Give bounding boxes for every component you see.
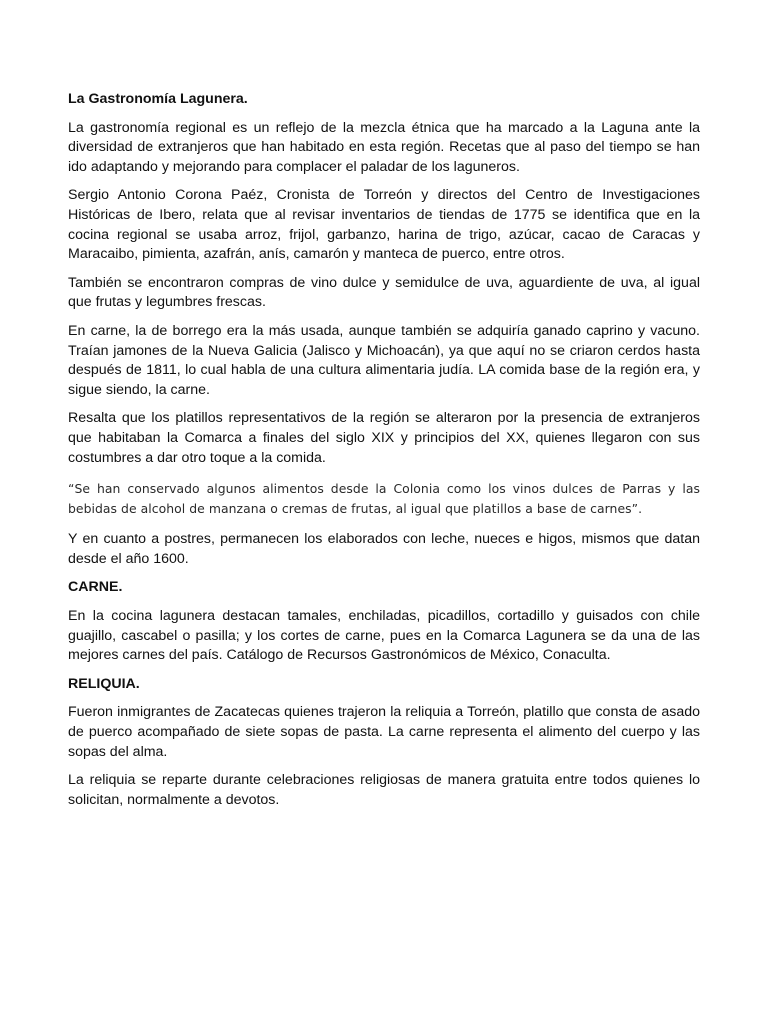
paragraph-intro: La gastronomía regional es un reflejo de la mezcla étnica que ha marcado a la Laguna ante la diversidad de extranjeros que han habitado en esta región. Recetas que al paso del tiempo se han ido adaptando y mejorando para complacer el paladar de los laguneros.: [68, 119, 700, 175]
heading-carne: CARNE.: [68, 579, 123, 596]
document-title: La Gastronomía Lagunera.: [68, 91, 248, 107]
paragraph-postres: Y en cuanto a postres, permanecen los elaborados con leche, nueces e higos, mismos que datan desde el año 1600.: [68, 531, 700, 567]
paragraph-reliquia-origen: Fueron inmigrantes de Zacatecas quienes trajeron la reliquia a Torreón, platillo que consta de asado de puerco acompañado de siete sopas de pasta. La carne representa el alimento del cuerpo y las sopas del alma.: [68, 704, 700, 760]
quote-colonia: “Se han conservado algunos alimentos desde la Colonia como los vinos dulces de Parras y las bebidas de alcohol de manzana o cremas de frutas, al igual que platillos a base de carnes”.: [68, 481, 700, 516]
document-body: [68, 90, 700, 819]
paragraph-vinos: También se encontraron compras de vino dulce y semidulce de uva, aguardiente de uva, al igual que frutas y legumbres frescas.: [68, 274, 700, 311]
paragraph-corona-paez: Sergio Antonio Corona Paéz, Cronista de Torreón y directos del Centro de Investigaciones Históricas de Ibero, relata que al revisar inventarios de tiendas de 1775 se identifica que en la cocina regional se usaba arroz, frijol, garbanzo, harina de trigo, azúcar, cacao de Caracas y Maracaibo, pimienta, azafrán, anís, camarón y manteca de puerco, entre otros.: [68, 187, 700, 263]
paragraph-carne-borrego: En carne, la de borrego era la más usada, aunque también se adquiría ganado caprino y vacuno. Traían jamones de la Nueva Galicia (Jalisco y Michoacán), ya que aquí no se criaron cerdos hasta después de 1811, lo cual habla de una cultura alimentaria judía. LA comida base de la región era, y sigue siendo, la carne.: [68, 322, 700, 398]
paragraph-cocina-lagunera: En la cocina lagunera destacan tamales, enchiladas, picadillos, cortadillo y guisados con chile guajillo, cascabel o pasilla; y los cortes de carne, pues en la Comarca Lagunera se da una de las mejores carnes del país. Catálogo de Recursos Gastronómicos de México, Conaculta.: [68, 608, 700, 664]
paragraph-extranjeros: Resalta que los platillos representativos de la región se alteraron por la presencia de extranjeros que habitaban la Comarca a finales del siglo XIX y principios del XX, quienes llegaron con sus costumbres a dar otro toque a la comida.: [68, 410, 700, 466]
paragraph-reliquia-reparto: La reliquia se reparte durante celebraciones religiosas de manera gratuita entre todos quienes lo solicitan, normalmente a devotos.: [68, 772, 700, 808]
heading-reliquia: RELIQUIA.: [68, 675, 140, 692]
